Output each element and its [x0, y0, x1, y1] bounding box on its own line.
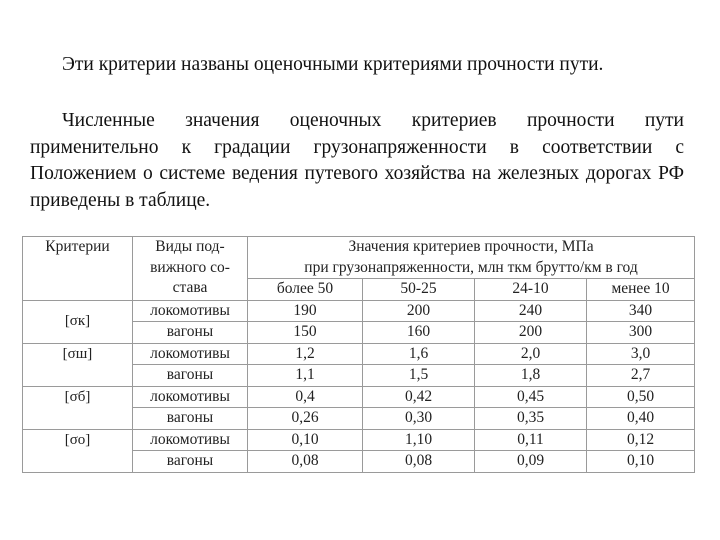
- value-cell: 1,6: [363, 343, 475, 365]
- value-cell: 1,1: [248, 365, 363, 387]
- value-cell: 1,2: [248, 343, 363, 365]
- value-cell: 0,35: [475, 408, 587, 430]
- rolling-stock-type: вагоны: [133, 451, 248, 473]
- paragraph-intro: Эти критерии названы оценочными критериями прочности пути.: [62, 54, 604, 75]
- rolling-stock-type: локомотивы: [133, 343, 248, 365]
- header-rolling-stock-line: става: [172, 279, 208, 296]
- header-rolling-stock-line: Виды под-: [155, 238, 225, 255]
- value-cell: 0,42: [363, 386, 475, 408]
- value-cell: 0,50: [587, 386, 695, 408]
- range-header: более 50: [248, 279, 363, 301]
- table-row: [23, 429, 695, 451]
- value-cell: 190: [248, 300, 363, 322]
- value-cell: 0,10: [248, 429, 363, 451]
- criterion-symbol: [σш]: [23, 343, 133, 386]
- value-cell: 340: [587, 300, 695, 322]
- paragraph-table-intro: Численные значения оценочных критериев прочности пути применительно к градации грузонапряженности в соответствии с Положением о системе ведения путевого хозяйства на железных дорогах РФ приведены в таблице.: [30, 110, 684, 211]
- value-cell: 0,08: [363, 451, 475, 473]
- rolling-stock-type: вагоны: [133, 322, 248, 344]
- header-group-line2: при грузонапряженности, млн ткм брутто/км в год: [248, 258, 695, 279]
- header-group-line1: Значения критериев прочности, МПа: [248, 237, 695, 258]
- table-row: [23, 343, 695, 365]
- range-header: менее 10: [587, 279, 695, 301]
- header-rolling-stock-line: вижного со-: [150, 258, 230, 276]
- value-cell: 0,40: [587, 408, 695, 430]
- rolling-stock-type: вагоны: [133, 365, 248, 387]
- criteria-table: [22, 236, 695, 473]
- rolling-stock-type: локомотивы: [133, 386, 248, 408]
- value-cell: 0,09: [475, 451, 587, 473]
- value-cell: 0,45: [475, 386, 587, 408]
- value-cell: 0,11: [475, 429, 587, 451]
- value-cell: 150: [248, 322, 363, 344]
- table-row: [23, 300, 695, 322]
- value-cell: 1,5: [363, 365, 475, 387]
- rolling-stock-type: локомотивы: [133, 429, 248, 451]
- value-cell: 0,08: [248, 451, 363, 473]
- table-header-row: [23, 237, 695, 258]
- value-cell: 160: [363, 322, 475, 344]
- value-cell: 2,0: [475, 343, 587, 365]
- value-cell: 1,10: [363, 429, 475, 451]
- value-cell: 200: [363, 300, 475, 322]
- value-cell: 300: [587, 322, 695, 344]
- value-cell: 240: [475, 300, 587, 322]
- value-cell: 200: [475, 322, 587, 344]
- range-header: 50-25: [363, 279, 475, 301]
- value-cell: 2,7: [587, 365, 695, 387]
- rolling-stock-type: вагоны: [133, 408, 248, 430]
- criterion-symbol: [σк]: [23, 300, 133, 343]
- value-cell: 0,10: [587, 451, 695, 473]
- value-cell: 3,0: [587, 343, 695, 365]
- criterion-symbol: [σб]: [23, 386, 133, 429]
- criterion-symbol: [σо]: [23, 429, 133, 472]
- table-row: [23, 386, 695, 408]
- value-cell: 0,4: [248, 386, 363, 408]
- header-rolling-stock: [133, 237, 248, 301]
- header-criteria: Критерии: [23, 237, 133, 301]
- value-cell: 1,8: [475, 365, 587, 387]
- rolling-stock-type: локомотивы: [133, 300, 248, 322]
- value-cell: 0,30: [363, 408, 475, 430]
- value-cell: 0,12: [587, 429, 695, 451]
- range-header: 24-10: [475, 279, 587, 301]
- value-cell: 0,26: [248, 408, 363, 430]
